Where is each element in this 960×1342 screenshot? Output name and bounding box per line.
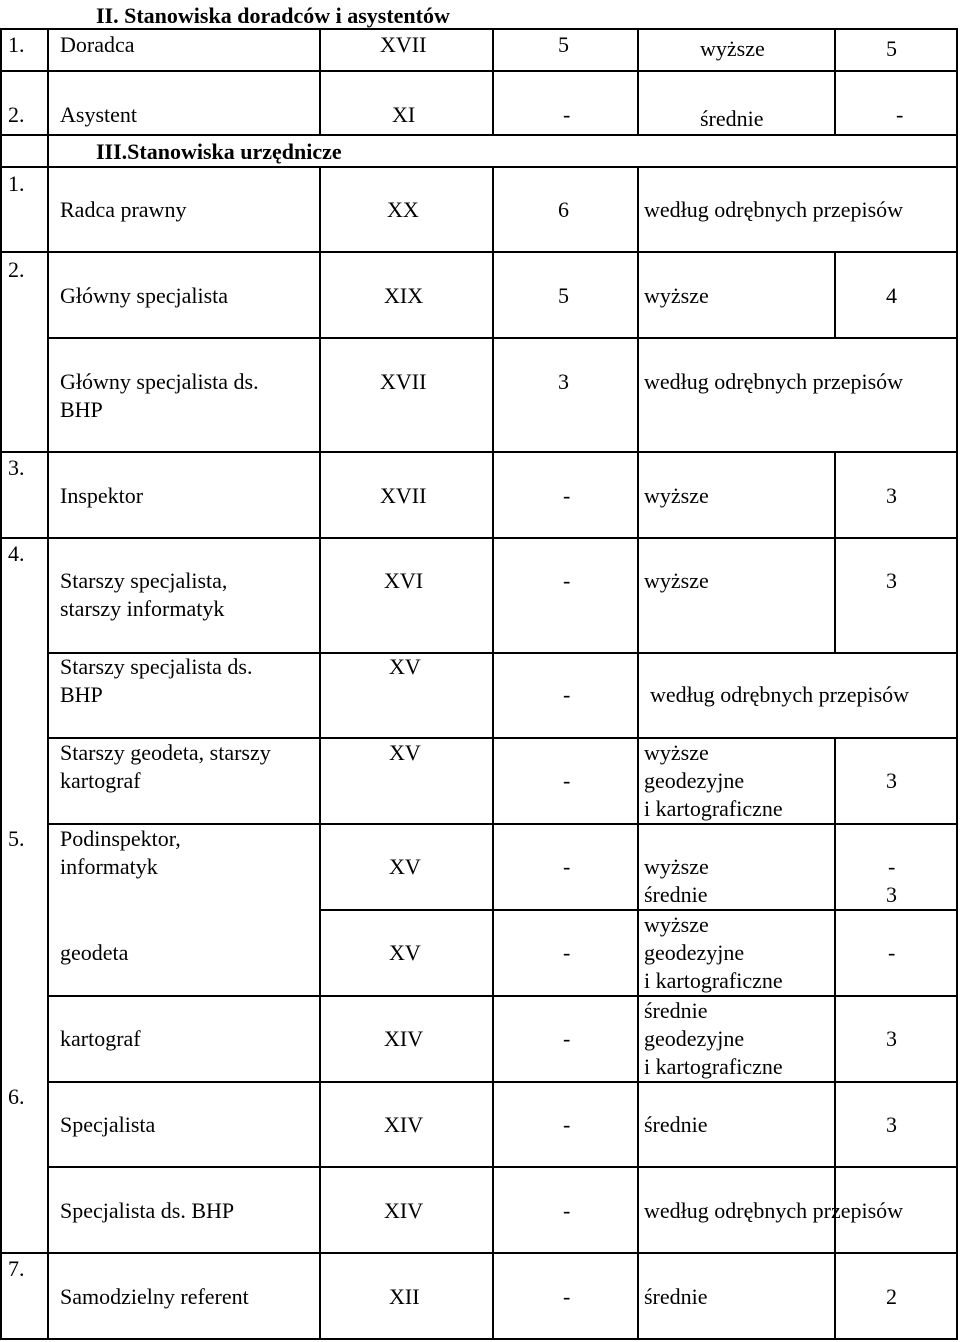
position-name: Doradca [60, 32, 135, 57]
grade: XVII [380, 32, 427, 57]
education: i kartograficzne [644, 796, 783, 821]
position-name: Główny specjalista ds. [60, 369, 259, 394]
stage: 3 [886, 882, 897, 907]
stage: 3 [886, 1026, 897, 1051]
rule [319, 28, 321, 136]
stage: 3 [886, 483, 897, 508]
education: wyższe [644, 854, 709, 879]
row-number: 7. [8, 1256, 25, 1281]
rule [47, 823, 958, 825]
stage: 3 [886, 1112, 897, 1137]
stage: 2 [886, 1284, 897, 1309]
section-heading: III.Stanowiska urzędnicze [96, 139, 342, 164]
position-name: Specjalista [60, 1112, 156, 1137]
position-name: starszy informatyk [60, 596, 225, 621]
rule [0, 451, 958, 453]
position-name: Inspektor [60, 483, 144, 508]
position-name: kartograf [60, 768, 141, 793]
grade: XII [389, 1284, 420, 1309]
rule [834, 737, 836, 1253]
stage: - [888, 940, 896, 965]
position-name: BHP [60, 682, 103, 707]
level: - [563, 1198, 571, 1223]
level: - [563, 768, 571, 793]
position-name: Starszy geodeta, starszy [60, 740, 271, 765]
level: - [563, 1026, 571, 1051]
position-name: Samodzielny referent [60, 1284, 249, 1309]
position-name: BHP [60, 397, 103, 422]
row-number: 6. [8, 1084, 25, 1109]
education: wyższe [644, 740, 709, 765]
education: wyższe [644, 568, 709, 593]
education: i kartograficzne [644, 1054, 783, 1079]
stage: 3 [886, 568, 897, 593]
grade: XIV [384, 1112, 424, 1137]
rule [834, 251, 836, 337]
education: wyższe [700, 36, 765, 61]
row-number: 1. [8, 171, 25, 196]
rule [47, 337, 958, 339]
level: - [563, 568, 571, 593]
row-number: 2. [8, 102, 25, 127]
rule [492, 166, 494, 1340]
stage: 3 [886, 768, 897, 793]
rule [47, 995, 958, 997]
rule [47, 28, 49, 1340]
education: według odrębnych przepisów [644, 1198, 904, 1223]
rule [319, 166, 321, 1340]
level: - [563, 682, 571, 707]
education: geodezyjne [644, 940, 745, 965]
level: - [563, 1112, 571, 1137]
grade: XIX [384, 283, 424, 308]
education: geodezyjne [644, 768, 745, 793]
level: 6 [558, 197, 569, 222]
education: średnie [644, 998, 708, 1023]
grade: XVII [380, 483, 427, 508]
row-number: 1. [8, 32, 25, 57]
rule [0, 537, 958, 539]
row-number: 3. [8, 455, 25, 480]
section-heading: II. Stanowiska doradców i asystentów [96, 3, 450, 28]
stage: 4 [886, 283, 897, 308]
stage: 5 [886, 36, 897, 61]
position-name: Asystent [60, 102, 137, 127]
level: - [563, 483, 571, 508]
education: geodezyjne [644, 1026, 745, 1051]
rule [956, 28, 958, 1340]
rule [0, 28, 2, 1340]
rule [637, 166, 639, 1340]
position-name: Radca prawny [60, 197, 187, 222]
rule [492, 28, 494, 136]
rule [834, 451, 836, 652]
rule [0, 1338, 958, 1340]
level: - [563, 1284, 571, 1309]
grade: XVI [384, 568, 424, 593]
rule [0, 251, 958, 253]
education: wyższe [644, 283, 709, 308]
position-name: Główny specjalista [60, 283, 229, 308]
rule [637, 28, 639, 136]
position-name: kartograf [60, 1026, 141, 1051]
grade: XV [389, 654, 421, 679]
rule [0, 70, 958, 72]
level: 5 [558, 283, 569, 308]
education: średnie [700, 106, 764, 131]
row-number: 4. [8, 541, 25, 566]
grade: XVII [380, 369, 427, 394]
education: według odrębnych przepisów [644, 369, 904, 394]
position-name: geodeta [60, 940, 129, 965]
rule [0, 134, 958, 136]
grade: XX [387, 197, 419, 222]
education: i kartograficzne [644, 968, 783, 993]
rule [47, 1166, 958, 1168]
rule [47, 1081, 958, 1083]
level: 5 [558, 32, 569, 57]
position-name: Starszy specjalista ds. [60, 654, 253, 679]
education: według odrębnych przepisów [644, 197, 904, 222]
grade: XV [389, 940, 421, 965]
rule [0, 166, 958, 168]
level: - [563, 854, 571, 879]
education: średnie [644, 1112, 708, 1137]
rule [0, 1252, 958, 1254]
grade: XI [392, 102, 416, 127]
grade: XV [389, 740, 421, 765]
position-name: informatyk [60, 854, 158, 879]
grade: XV [389, 854, 421, 879]
education: wyższe [644, 483, 709, 508]
education: średnie [644, 882, 708, 907]
level: 3 [558, 369, 569, 394]
grade: XIV [384, 1198, 424, 1223]
rule [834, 1252, 836, 1340]
education: według odrębnych przepisów [650, 682, 910, 707]
stage: - [888, 854, 896, 879]
education: średnie [644, 1284, 708, 1309]
education: wyższe [644, 912, 709, 937]
level: - [563, 940, 571, 965]
grade: XIV [384, 1026, 424, 1051]
rule [834, 28, 836, 136]
level: - [563, 102, 571, 127]
position-name: Starszy specjalista, [60, 568, 228, 593]
position-name: Podinspektor, [60, 826, 181, 851]
stage: - [896, 102, 904, 127]
row-number: 5. [8, 826, 25, 851]
position-name: Specjalista ds. BHP [60, 1198, 235, 1223]
row-number: 2. [8, 257, 25, 282]
